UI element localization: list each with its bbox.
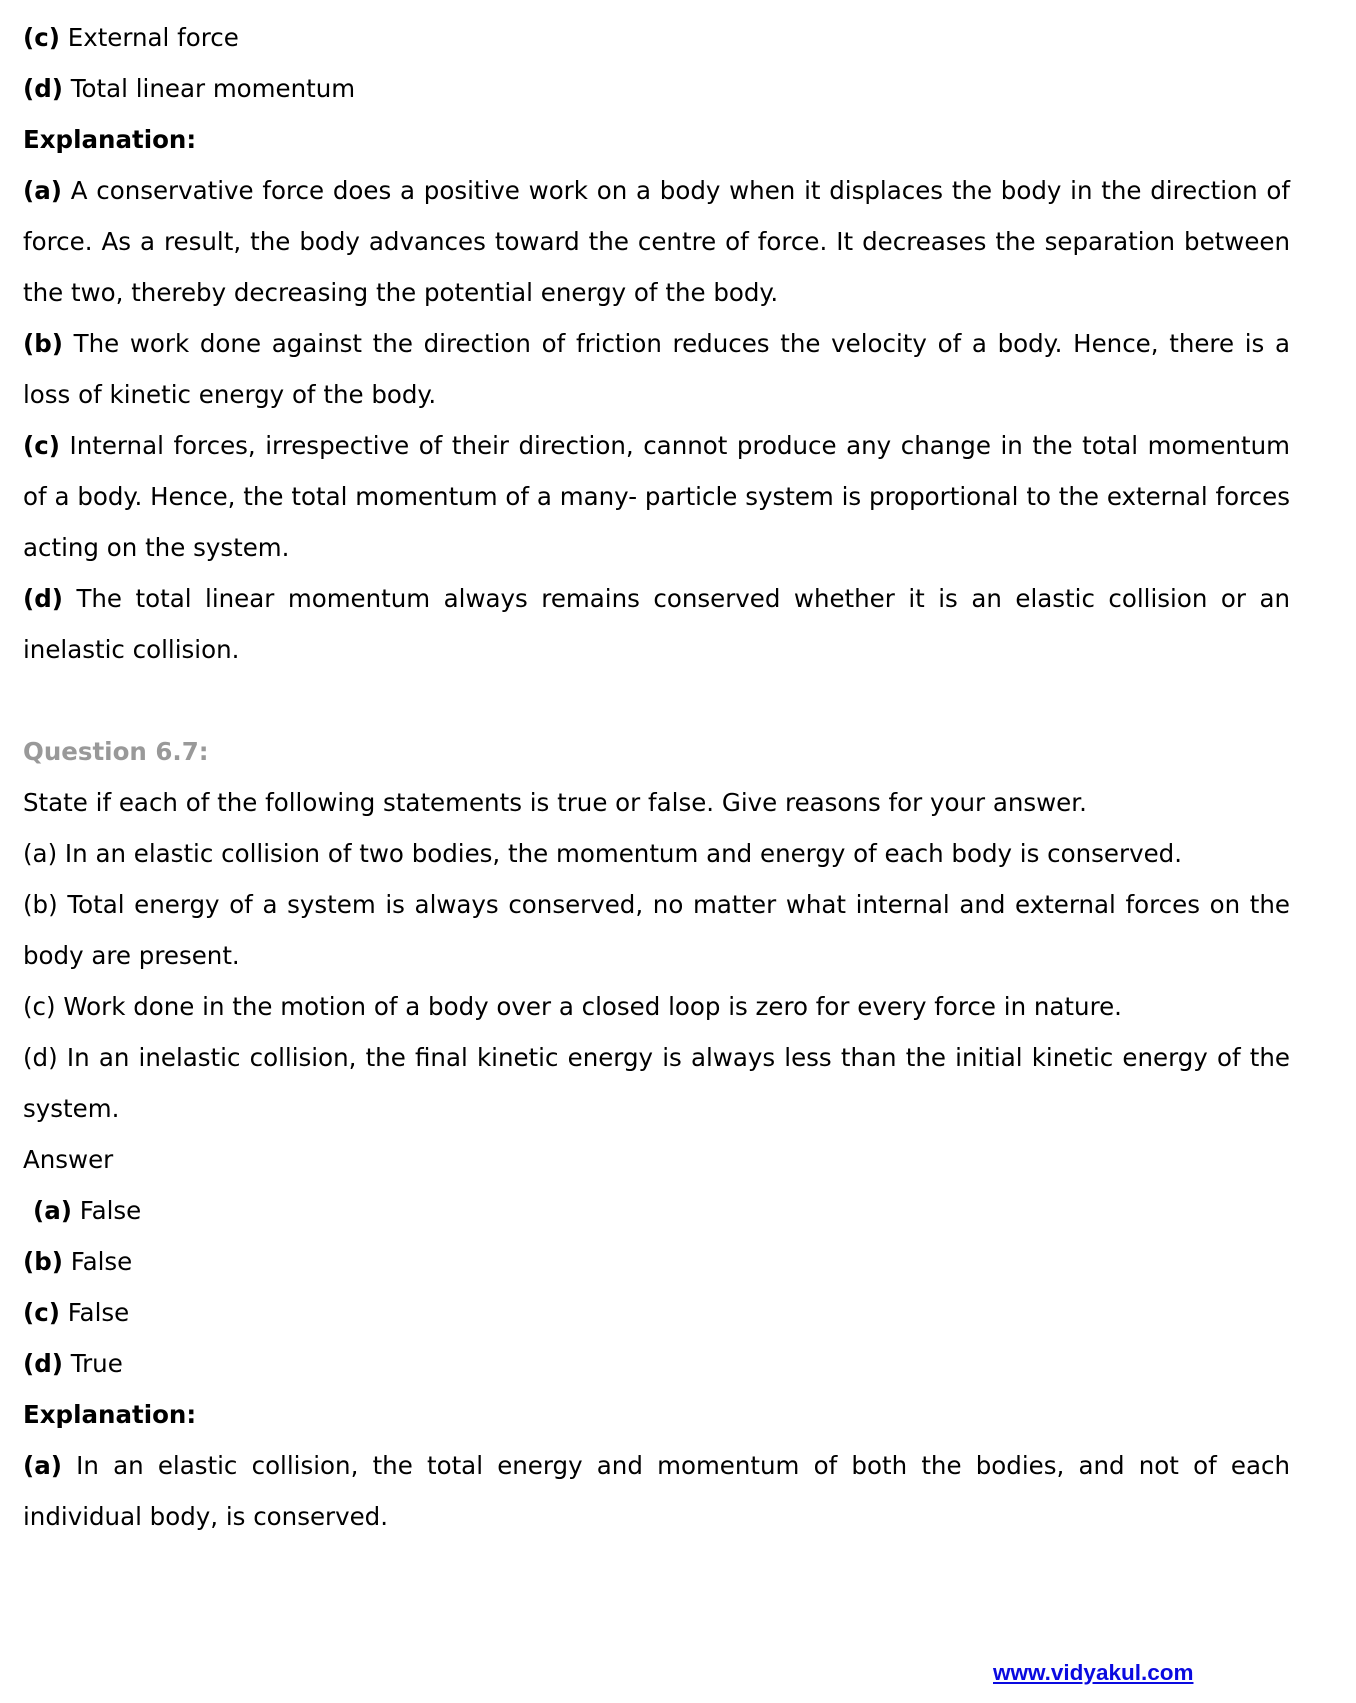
option-text: Total linear momentum bbox=[62, 74, 356, 103]
option-c bbox=[23, 12, 1290, 63]
explanation-item-c bbox=[23, 420, 1290, 573]
answer-heading: Answer bbox=[23, 1145, 114, 1174]
explanation-item-b bbox=[23, 318, 1290, 420]
question-title: Question 6.7: bbox=[23, 737, 209, 766]
answer-label: (c) bbox=[23, 1298, 60, 1327]
option-label: (d) bbox=[23, 74, 63, 103]
vidyakul-website-link[interactable]: www.vidyakul.com bbox=[993, 1660, 1194, 1685]
document-page bbox=[23, 12, 1290, 1542]
answer-label: (d) bbox=[23, 1349, 63, 1378]
answer-label: (b) bbox=[23, 1247, 63, 1276]
option-text: External force bbox=[59, 23, 239, 52]
answer-value: False bbox=[59, 1298, 130, 1327]
explanation-heading-2: Explanation: bbox=[23, 1400, 197, 1429]
item-label: (d) bbox=[23, 584, 63, 613]
explanation-heading: Explanation: bbox=[23, 125, 197, 154]
answer-item-b bbox=[23, 1236, 1290, 1287]
answer-item-c bbox=[23, 1287, 1290, 1338]
explanation-2-item-a bbox=[23, 1440, 1290, 1542]
item-text: In an elastic collision, the total energy and momentum of both the bodies, and not of each individual body, is conserved. bbox=[23, 1451, 1290, 1531]
answer-item-d bbox=[23, 1338, 1290, 1389]
item-text: Internal forces, irrespective of their direction, cannot produce any change in the total momentum of a body. Hence, the total momentum of a many- particle system is proportional to the external forces acting on the system. bbox=[23, 431, 1290, 562]
option-d bbox=[23, 63, 1290, 114]
answer-value: False bbox=[71, 1196, 142, 1225]
answer-item-a bbox=[23, 1185, 1290, 1236]
question-prompt: State if each of the following statements is true or false. Give reasons for your answer. bbox=[23, 788, 1087, 817]
item-text: A conservative force does a positive work on a body when it displaces the body in the direction of force. As a result, the body advances toward the centre of force. It decreases the separation between the two, thereby decreasing the potential energy of the body. bbox=[23, 176, 1290, 307]
explanation-item-d bbox=[23, 573, 1290, 675]
item-label: (a) bbox=[23, 1451, 62, 1480]
answer-value: True bbox=[62, 1349, 123, 1378]
option-label: (c) bbox=[23, 23, 60, 52]
statement-a: (a) In an elastic collision of two bodies, the momentum and energy of each body is conserved. bbox=[23, 839, 1182, 868]
statement-c: (c) Work done in the motion of a body over a closed loop is zero for every force in nature. bbox=[23, 992, 1122, 1021]
answer-value: False bbox=[62, 1247, 133, 1276]
item-label: (a) bbox=[23, 176, 62, 205]
explanation-item-a bbox=[23, 165, 1290, 318]
item-text: The total linear momentum always remains conserved whether it is an elastic collision or an inelastic collision. bbox=[23, 584, 1290, 664]
item-label: (b) bbox=[23, 329, 63, 358]
statement-d: (d) In an inelastic collision, the final kinetic energy is always less than the initial kinetic energy of the system. bbox=[23, 1043, 1290, 1123]
item-text: The work done against the direction of friction reduces the velocity of a body. Hence, there is a loss of kinetic energy of the body. bbox=[23, 329, 1290, 409]
answer-label: (a) bbox=[33, 1196, 72, 1225]
item-label: (c) bbox=[23, 431, 60, 460]
statement-b: (b) Total energy of a system is always conserved, no matter what internal and external forces on the body are present. bbox=[23, 890, 1290, 970]
